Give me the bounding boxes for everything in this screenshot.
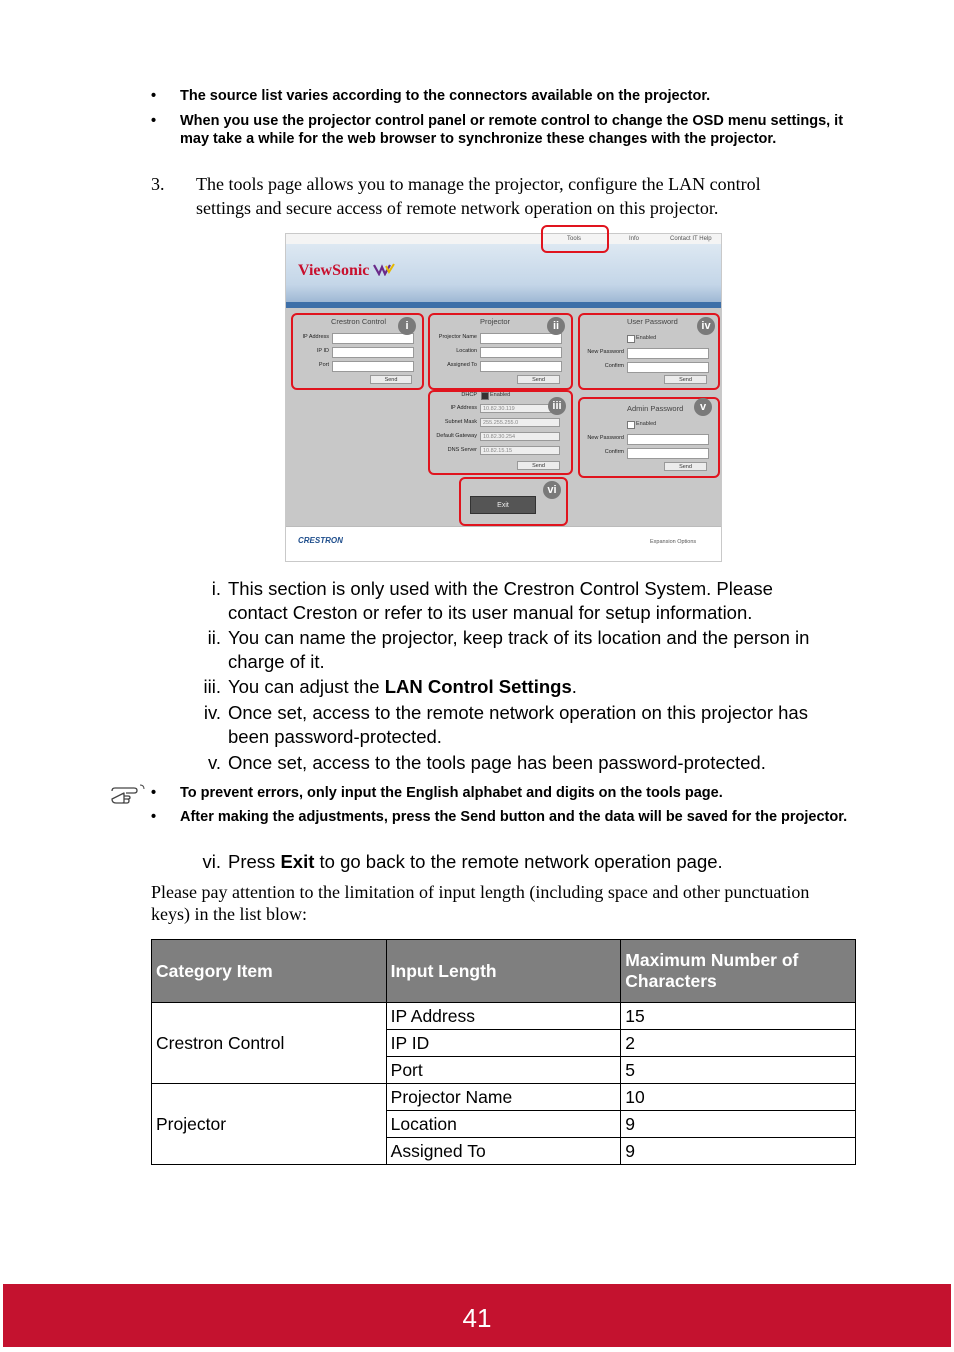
field-label: Default Gateway xyxy=(436,433,477,439)
screenshot-footer xyxy=(286,526,721,562)
field-label: Location xyxy=(456,348,477,354)
step-line: The tools page allows you to manage the projector, configure the LAN control xyxy=(196,174,761,194)
admin-new-password-input[interactable] xyxy=(627,434,709,445)
screenshot-banner xyxy=(286,244,721,302)
projector-name-input[interactable] xyxy=(480,333,562,344)
admin-password-title: Admin Password xyxy=(627,404,684,413)
crestron-logo: CRESTRON xyxy=(298,536,343,545)
dhcp-checkbox[interactable] xyxy=(481,392,489,400)
admin-password-send-button[interactable]: Send xyxy=(664,462,707,471)
table-cell: 9 xyxy=(621,1111,856,1138)
list-line: been password-protected. xyxy=(228,726,442,747)
user-confirm-input[interactable] xyxy=(627,362,709,373)
ip-address-input[interactable] xyxy=(332,333,414,344)
enabled-label: Enabled xyxy=(636,421,657,427)
field-label: Projector Name xyxy=(438,334,477,340)
dhcp-enabled-label: Enabled xyxy=(490,392,511,398)
user-password-send-button[interactable]: Send xyxy=(664,375,707,384)
nav-tools[interactable]: Tools xyxy=(567,236,582,242)
field-label: New Password xyxy=(587,349,624,355)
table-cell: Projector Name xyxy=(386,1084,621,1111)
table-cell: IP ID xyxy=(386,1030,621,1057)
assigned-to-input[interactable] xyxy=(480,361,562,372)
user-password-title: User Password xyxy=(627,317,678,326)
list-line: contact Creston or refer to its user manual for setup information. xyxy=(228,602,753,623)
subnet-mask-input[interactable]: 255.255.255.0 xyxy=(480,418,560,427)
nav-contact[interactable]: Contact IT Help xyxy=(670,236,712,242)
note-item: • The source list varies according to the connectors available on the projector. xyxy=(151,87,851,105)
lan-ip-address-input[interactable]: 10.82.30.119 xyxy=(480,404,560,413)
user-new-password-input[interactable] xyxy=(627,348,709,359)
table-cell: Assigned To xyxy=(386,1138,621,1165)
step-line: settings and secure access of remote network operation on this projector. xyxy=(196,198,719,218)
input-length-table xyxy=(151,939,856,1165)
page-footer xyxy=(3,1284,951,1347)
birds-icon xyxy=(373,262,395,276)
field-label: IP Address xyxy=(302,334,329,340)
table-cell: 9 xyxy=(621,1138,856,1165)
viewsonic-logo: ViewSonic xyxy=(298,262,395,280)
table-cell: 2 xyxy=(621,1030,856,1057)
list-num: v. xyxy=(207,752,221,773)
dns-server-input[interactable]: 10.82.15.15 xyxy=(480,446,560,455)
list-item-ii xyxy=(195,626,875,674)
list-line: Once set, access to the tools page has been password-protected. xyxy=(228,752,766,773)
note-item: • To prevent errors, only input the English alphabet and digits on the tools page. xyxy=(151,784,851,802)
table-row xyxy=(152,1003,856,1030)
note-text: The source list varies according to the connectors available on the projector. xyxy=(180,88,711,104)
list-item-v xyxy=(195,751,875,775)
nav-info[interactable]: Info xyxy=(629,236,640,242)
list-num: iv. xyxy=(203,702,221,723)
expansion-options[interactable]: Expansion Options xyxy=(650,539,697,545)
list-line: Once set, access to the remote network operation on this projector has xyxy=(228,702,808,723)
badge-iii: iii xyxy=(548,397,566,415)
table-header: Input Length xyxy=(386,940,621,1003)
list-item-i xyxy=(195,577,875,625)
list-line: charge of it. xyxy=(228,651,325,672)
page-number: 41 xyxy=(462,1303,492,1333)
table-cell: Location xyxy=(386,1111,621,1138)
crestron-title: Crestron Control xyxy=(331,317,387,326)
badge-vi: vi xyxy=(543,481,561,499)
field-label: Port xyxy=(318,362,329,368)
list-num: ii. xyxy=(207,627,221,648)
list-num: iii. xyxy=(203,676,221,697)
note-text: After making the adjustments, press the Send button and the data will be saved for the projector. xyxy=(180,809,848,825)
step-3 xyxy=(151,172,851,220)
list-item-iv xyxy=(195,701,875,749)
ip-id-input[interactable] xyxy=(332,347,414,358)
admin-confirm-input[interactable] xyxy=(627,448,709,459)
field-label: Confirm xyxy=(604,363,624,369)
field-label: Subnet Mask xyxy=(444,419,477,425)
field-label: New Password xyxy=(587,435,624,441)
table-cell: 15 xyxy=(621,1003,856,1030)
table-header: Maximum Number of Characters xyxy=(621,940,856,1003)
table-row xyxy=(152,1084,856,1111)
lan-send-button[interactable]: Send xyxy=(517,461,560,470)
table-cell: 5 xyxy=(621,1057,856,1084)
paragraph-line: Please pay attention to the limitation of input length (including space and other punctuation xyxy=(151,882,810,902)
note-text: When you use the projector control panel or remote control to change the OSD menu settings, it may take a while for the web browser to synchronize these changes with the projector. xyxy=(180,113,844,147)
field-label: Assigned To xyxy=(447,362,477,368)
badge-iv: iv xyxy=(697,317,715,335)
list-num: i. xyxy=(211,578,221,599)
default-gateway-input[interactable]: 10.82.30.254 xyxy=(480,432,560,441)
list-line: You can name the projector, keep track of its location and the person in xyxy=(228,627,810,648)
list-item-iii: iii. You can adjust the LAN Control Settings. xyxy=(195,675,875,699)
note-item: • When you use the projector control panel or remote control to change the OSD menu settings, it may take a while for the web browser to synchronize these changes with the projector. xyxy=(151,112,851,148)
list-num: vi. xyxy=(202,851,221,872)
list-line: This section is only used with the Crestron Control System. Please xyxy=(228,578,773,599)
location-input[interactable] xyxy=(480,347,562,358)
badge-i: i xyxy=(398,317,416,335)
field-label: DNS Server xyxy=(447,447,477,453)
projector-title: Projector xyxy=(480,317,511,326)
table-header-row xyxy=(152,940,856,1003)
crestron-send-button[interactable]: Send xyxy=(370,375,412,384)
field-label: IP ID xyxy=(316,348,329,354)
table-cell: Port xyxy=(386,1057,621,1084)
badge-ii: ii xyxy=(547,317,565,335)
badge-v: v xyxy=(694,398,712,416)
table-header: Category Item xyxy=(152,940,387,1003)
table-cell: 10 xyxy=(621,1084,856,1111)
dhcp-label: DHCP xyxy=(461,392,477,398)
field-label: Confirm xyxy=(604,449,624,455)
tools-tab-highlight xyxy=(541,225,609,253)
enabled-label: Enabled xyxy=(636,335,657,341)
port-input[interactable] xyxy=(332,361,414,372)
exit-button[interactable]: Exit xyxy=(470,496,536,514)
pointing-hand-icon xyxy=(110,783,148,805)
admin-password-enable-checkbox[interactable] xyxy=(627,421,635,429)
list-item-vi: vi. Press Exit to go back to the remote network operation page. xyxy=(195,850,875,874)
user-password-enable-checkbox[interactable] xyxy=(627,335,635,343)
lan-control-settings-term: LAN Control Settings xyxy=(384,676,572,697)
field-label: IP Address xyxy=(450,405,477,411)
step-number: 3. xyxy=(151,174,165,194)
exit-term: Exit xyxy=(280,851,315,872)
note-text: To prevent errors, only input the English alphabet and digits on the tools page. xyxy=(180,785,723,801)
category-cell: Crestron Control xyxy=(152,1003,387,1084)
table-cell: IP Address xyxy=(386,1003,621,1030)
projector-send-button[interactable]: Send xyxy=(517,375,560,384)
category-cell: Projector xyxy=(152,1084,387,1165)
paragraph-line: keys) in the list blow: xyxy=(151,904,307,924)
input-length-paragraph xyxy=(151,881,861,925)
note-item: • After making the adjustments, press the Send button and the data will be saved for the projector. xyxy=(151,808,851,826)
